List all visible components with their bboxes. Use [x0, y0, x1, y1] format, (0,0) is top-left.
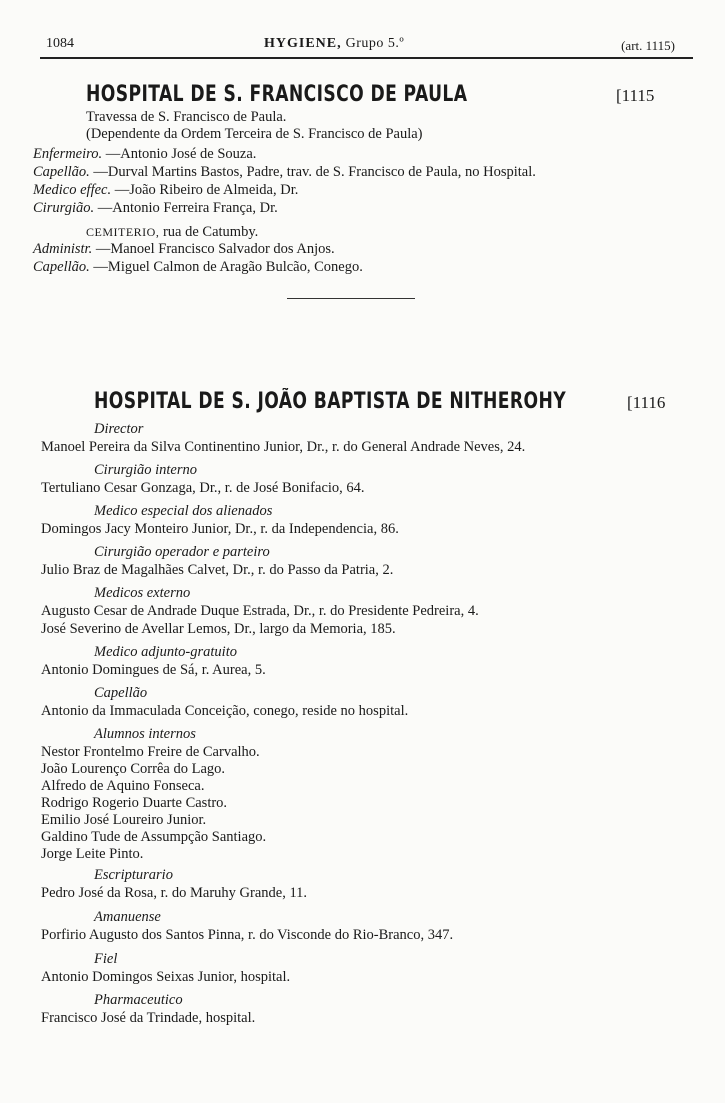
list-item: Jorge Leite Pinto. — [41, 846, 144, 862]
staff-role: Administr. — [33, 241, 93, 257]
list-item: Antonio Domingos Seixas Junior, hospital. — [41, 969, 291, 985]
list-item: Antonio da Immaculada Conceição, conego, reside no hospital. — [41, 703, 409, 719]
staff-name: —Durval Martins Bastos, Padre, trav. de S. Francisco de Paula, no Hospital. — [93, 164, 536, 180]
staff-role: Medico effec. — [33, 182, 112, 198]
staff-entry — [33, 241, 335, 258]
list-item: Porfirio Augusto dos Santos Pinna, r. do Visconde do Rio-Branco, 347. — [41, 927, 454, 943]
staff-entry — [33, 164, 536, 181]
staff-entry — [33, 146, 256, 163]
section1-address: Travessa de S. Francisco de Paula. — [86, 109, 287, 125]
staff-role: Cirurgião. — [33, 200, 95, 216]
running-article: (art. 1115) — [621, 38, 675, 53]
section2-heading: HOSPITAL DE S. JOÃO BAPTISTA DE NITHEROHY — [94, 389, 567, 414]
cemetery-address: rua de Catumby. — [162, 224, 259, 240]
list-item: Francisco José da Trindade, hospital. — [41, 1010, 256, 1026]
section-separator — [287, 298, 415, 299]
list-item: Augusto Cesar de Andrade Duque Estrada, Dr., r. do Presidente Pedreira, 4. — [41, 603, 479, 619]
list-item: Domingos Jacy Monteiro Junior, Dr., r. da Independencia, 86. — [41, 521, 399, 537]
list-item: Tertuliano Cesar Gonzaga, Dr., r. de José Bonifacio, 64. — [41, 480, 365, 496]
staff-role: Capellão. — [33, 259, 90, 275]
list-item: Antonio Domingues de Sá, r. Aurea, 5. — [41, 662, 266, 678]
staff-role: Enfermeiro. — [33, 146, 103, 162]
group-title: Fiel — [94, 951, 118, 967]
header-rule — [40, 57, 693, 59]
group-title: Director — [94, 421, 144, 437]
group-title: Medico adjunto-gratuito — [94, 644, 237, 660]
list-item: Rodrigo Rogerio Duarte Castro. — [41, 795, 228, 811]
group-title: Pharmaceutico — [94, 992, 183, 1008]
page-number: 1084 — [46, 36, 74, 51]
staff-name: —Miguel Calmon de Aragão Bulcão, Conego. — [93, 259, 363, 275]
running-head — [46, 36, 695, 56]
list-item: Galdino Tude de Assumpção Santiago. — [41, 829, 267, 845]
staff-entry — [33, 259, 363, 276]
list-item: Pedro José da Rosa, r. do Maruhy Grande, 11. — [41, 885, 308, 901]
group-title: Cirurgião interno — [94, 462, 197, 478]
section1-article-number: [1115 — [616, 86, 655, 105]
group-title: Cirurgião operador e parteiro — [94, 544, 270, 560]
group-title: Medicos externo — [94, 585, 191, 601]
group-title: Amanuense — [94, 909, 161, 925]
list-item: Emilio José Loureiro Junior. — [41, 812, 207, 828]
list-item: Julio Braz de Magalhães Calvet, Dr., r. do Passo da Patria, 2. — [41, 562, 394, 578]
group-title: Capellão — [94, 685, 148, 701]
running-title — [264, 36, 404, 52]
section1-heading: HOSPITAL DE S. FRANCISCO DE PAULA — [86, 82, 468, 107]
staff-entry — [33, 200, 278, 217]
staff-name: —Manoel Francisco Salvador dos Anjos. — [95, 241, 335, 257]
group-title: Medico especial dos alienados — [94, 503, 273, 519]
running-title-group: Grupo 5.º — [345, 36, 405, 51]
section2-article-number: [1116 — [627, 393, 666, 412]
list-item: José Severino de Avellar Lemos, Dr., largo da Memoria, 185. — [41, 621, 396, 637]
staff-role: Capellão. — [33, 164, 90, 180]
cemetery-line — [86, 224, 258, 241]
list-item: Alfredo de Aquino Fonseca. — [41, 778, 205, 794]
list-item: João Lourenço Corrêa do Lago. — [41, 761, 226, 777]
staff-entry — [33, 182, 298, 199]
group-title: Alumnos internos — [94, 726, 196, 742]
staff-name: —Antonio José de Souza. — [105, 146, 257, 162]
cemetery-label: CEMITERIO, — [86, 225, 160, 239]
staff-name: —Antonio Ferreira França, Dr. — [97, 200, 278, 216]
group-title: Escripturario — [94, 867, 173, 883]
list-item: Nestor Frontelmo Freire de Carvalho. — [41, 744, 260, 760]
running-title-main: HYGIENE, — [264, 36, 342, 51]
list-item: Manoel Pereira da Silva Continentino Junior, Dr., r. do General Andrade Neves, 24. — [41, 439, 526, 455]
section1-note: (Dependente da Ordem Terceira de S. Francisco de Paula) — [86, 126, 423, 142]
staff-name: —João Ribeiro de Almeida, Dr. — [114, 182, 299, 198]
